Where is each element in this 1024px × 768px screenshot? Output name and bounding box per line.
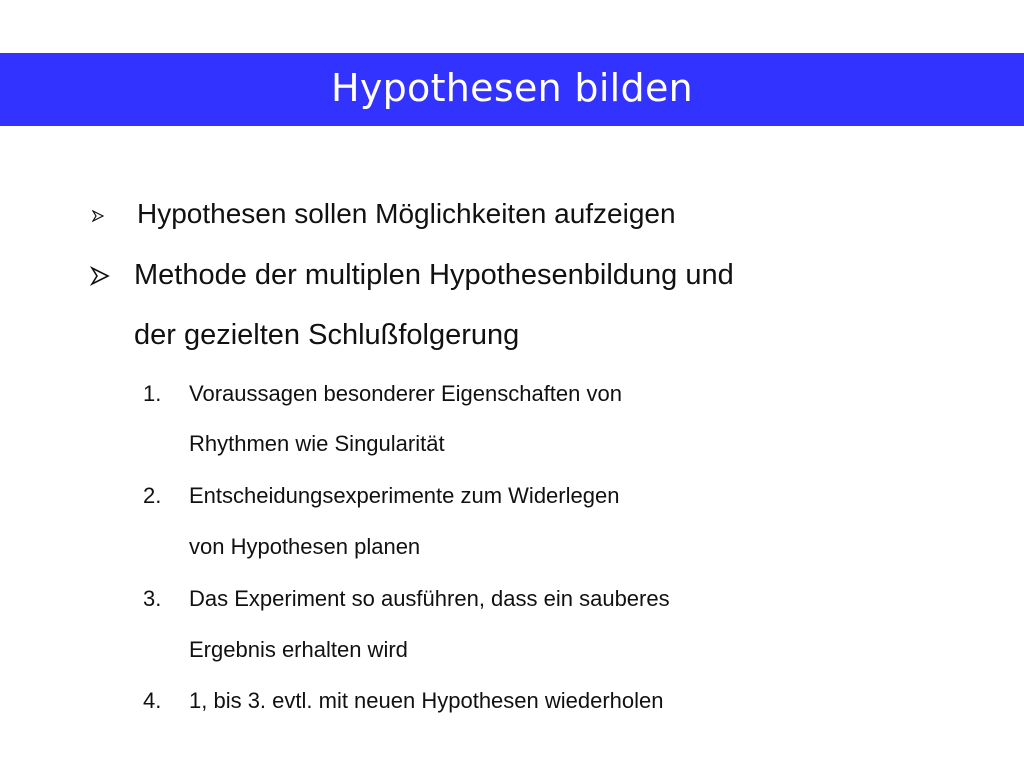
- bullet-text-2-line-1: Methode der multiplen Hypothesenbildung und: [134, 259, 734, 291]
- list-item-line: Voraussagen besonderer Eigenschaften von: [189, 381, 622, 406]
- list-item-line: Entscheidungsexperimente zum Widerlegen: [189, 483, 620, 508]
- arrowhead-bullet-icon: [90, 266, 110, 286]
- list-item-number: 4.: [143, 688, 162, 713]
- list-item-number: 1.: [143, 381, 162, 406]
- bullet-text-1: Hypothesen sollen Möglichkeiten aufzeigen: [137, 198, 676, 229]
- slide-title: Hypothesen bilden: [330, 65, 694, 110]
- arrowhead-bullet-icon: [92, 209, 104, 221]
- list-item-line: Rhythmen wie Singularität: [189, 431, 445, 456]
- bullet-text-2-line-2: der gezielten Schlußfolgerung: [134, 319, 520, 351]
- list-item-line: Das Experiment so ausführen, dass ein sauberes: [189, 586, 670, 611]
- list-item-line: Ergebnis erhalten wird: [189, 637, 408, 662]
- list-item-number: 3.: [143, 586, 162, 611]
- list-item-number: 2.: [143, 483, 162, 508]
- list-item-line: von Hypothesen planen: [189, 534, 421, 559]
- list-item-line: 1, bis 3. evtl. mit neuen Hypothesen wiederholen: [189, 688, 664, 713]
